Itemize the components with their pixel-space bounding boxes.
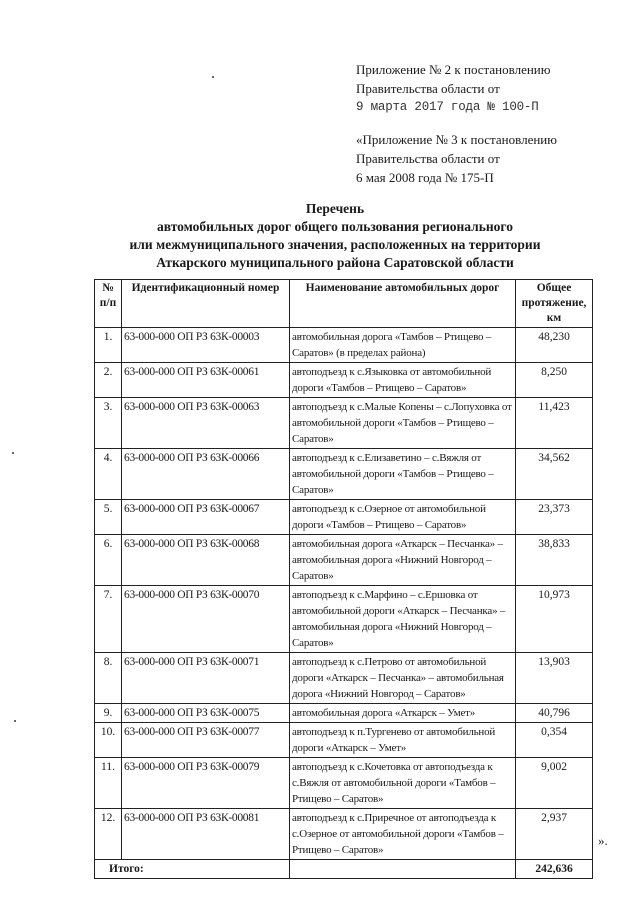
table-row (95, 809, 593, 860)
table-row (95, 704, 593, 723)
appendix-3-line-3: 6 мая 2008 года № 175-П (356, 170, 494, 185)
table-row (95, 723, 593, 758)
scan-speck (14, 720, 16, 722)
road-length: 11,423 (516, 398, 593, 449)
road-name: автоподъезд к с.Малые Копены – с.Лопуховка от автомобильной дороги «Тамбов – Ртищево – Саратов» (290, 398, 516, 449)
road-id: 63-000-000 ОП РЗ 63К-00003 (122, 328, 290, 363)
row-number: 10. (95, 723, 122, 758)
title-line-1: Перечень (305, 201, 365, 216)
row-number: 9. (95, 704, 122, 723)
road-id: 63-000-000 ОП РЗ 63К-00071 (122, 653, 290, 704)
total-empty-cell (290, 860, 516, 879)
road-length: 0,354 (516, 723, 593, 758)
appendix-2-line-1: Приложение № 2 к постановлению (356, 62, 551, 77)
road-name: автоподъезд к с.Елизаветино – с.Вяжля от автомобильной дороги «Тамбов – Ртищево – Саратов» (290, 449, 516, 500)
road-length: 8,250 (516, 363, 593, 398)
road-id: 63-000-000 ОП РЗ 63К-00067 (122, 500, 290, 535)
scan-speck (212, 76, 214, 78)
title-line-4: Аткарского муниципального района Саратовской области (156, 255, 514, 270)
road-name: автоподъезд к с.Приречное от автоподъезда к с.Озерное от автомобильной дороги «Тамбов – Ртищево – Саратов» (290, 809, 516, 860)
road-length: 34,562 (516, 449, 593, 500)
column-header-length: Общее протяжение, км (516, 280, 593, 328)
table-row (95, 586, 593, 653)
closing-quote: ». (598, 833, 608, 848)
road-name: автоподъезд к с.Озерное от автомобильной дороги «Тамбов – Ртищево – Саратов» (290, 500, 516, 535)
road-name: автоподъезд к с.Марфино – с.Ершовка от автомобильной дороги «Аткарск – Песчанка» – автомобильная дорога «Нижний Новгород – Саратов» (290, 586, 516, 653)
road-length: 38,833 (516, 535, 593, 586)
road-name: автоподъезд к с.Петрово от автомобильной дороги «Аткарск – Песчанка» – автомобильная дорога «Нижний Новгород – Саратов» (290, 653, 516, 704)
road-length: 48,230 (516, 328, 593, 363)
road-name: автоподъезд к с.Кочетовка от автоподъезда к с.Вяжля от автомобильной дороги «Тамбов – Ртищево – Саратов» (290, 758, 516, 809)
scan-speck (12, 452, 14, 454)
appendix-3-line-2: Правительства области от (356, 151, 500, 166)
column-header-number: № п/п (95, 280, 122, 328)
road-id: 63-000-000 ОП РЗ 63К-00079 (122, 758, 290, 809)
appendix-3-header (356, 130, 557, 187)
total-value: 242,636 (516, 860, 593, 879)
row-number: 11. (95, 758, 122, 809)
road-name: автомобильная дорога «Аткарск – Песчанка» – автомобильная дорога «Нижний Новгород – Саратов» (290, 535, 516, 586)
road-id: 63-000-000 ОП РЗ 63К-00068 (122, 535, 290, 586)
table-row (95, 500, 593, 535)
table-row (95, 535, 593, 586)
road-length: 9,002 (516, 758, 593, 809)
road-length: 10,973 (516, 586, 593, 653)
road-name: автомобильная дорога «Тамбов – Ртищево – Саратов» (в пределах района) (290, 328, 516, 363)
road-length: 2,937 (516, 809, 593, 860)
row-number: 2. (95, 363, 122, 398)
road-length: 13,903 (516, 653, 593, 704)
road-id: 63-000-000 ОП РЗ 63К-00063 (122, 398, 290, 449)
road-id: 63-000-000 ОП РЗ 63К-00075 (122, 704, 290, 723)
table-row (95, 758, 593, 809)
title-line-3: или межмуниципального значения, расположенных на территории (129, 237, 541, 252)
appendix-2-date-stamp: 9 марта 2017 года № 100-П (356, 100, 539, 114)
roads-table (94, 279, 593, 879)
road-name: автоподъезд к с.Языковка от автомобильной дороги «Тамбов – Ртищево – Саратов» (290, 363, 516, 398)
appendix-3-line-1: «Приложение № 3 к постановлению (356, 132, 557, 147)
row-number: 3. (95, 398, 122, 449)
row-number: 1. (95, 328, 122, 363)
road-id: 63-000-000 ОП РЗ 63К-00070 (122, 586, 290, 653)
appendix-2-line-2: Правительства области от (356, 81, 500, 96)
road-length: 23,373 (516, 500, 593, 535)
table-row (95, 449, 593, 500)
table-row (95, 328, 593, 363)
total-row (95, 860, 593, 879)
column-header-id: Идентификационный номер (122, 280, 290, 328)
title-line-2: автомобильных дорог общего пользования регионального (157, 219, 513, 234)
table-row (95, 363, 593, 398)
appendix-2-header (356, 60, 550, 117)
table-header-row (95, 280, 593, 328)
document-title (90, 200, 580, 272)
road-id: 63-000-000 ОП РЗ 63К-00061 (122, 363, 290, 398)
road-length: 40,796 (516, 704, 593, 723)
row-number: 8. (95, 653, 122, 704)
row-number: 7. (95, 586, 122, 653)
road-name: автоподъезд к п.Тургенево от автомобильной дороги «Аткарск – Умет» (290, 723, 516, 758)
column-header-name: Наименование автомобильных дорог (290, 280, 516, 328)
table-row (95, 653, 593, 704)
row-number: 12. (95, 809, 122, 860)
road-id: 63-000-000 ОП РЗ 63К-00066 (122, 449, 290, 500)
road-name: автомобильная дорога «Аткарск – Умет» (290, 704, 516, 723)
row-number: 5. (95, 500, 122, 535)
row-number: 6. (95, 535, 122, 586)
total-label: Итого: (95, 860, 290, 879)
road-id: 63-000-000 ОП РЗ 63К-00081 (122, 809, 290, 860)
table-row (95, 398, 593, 449)
row-number: 4. (95, 449, 122, 500)
road-id: 63-000-000 ОП РЗ 63К-00077 (122, 723, 290, 758)
